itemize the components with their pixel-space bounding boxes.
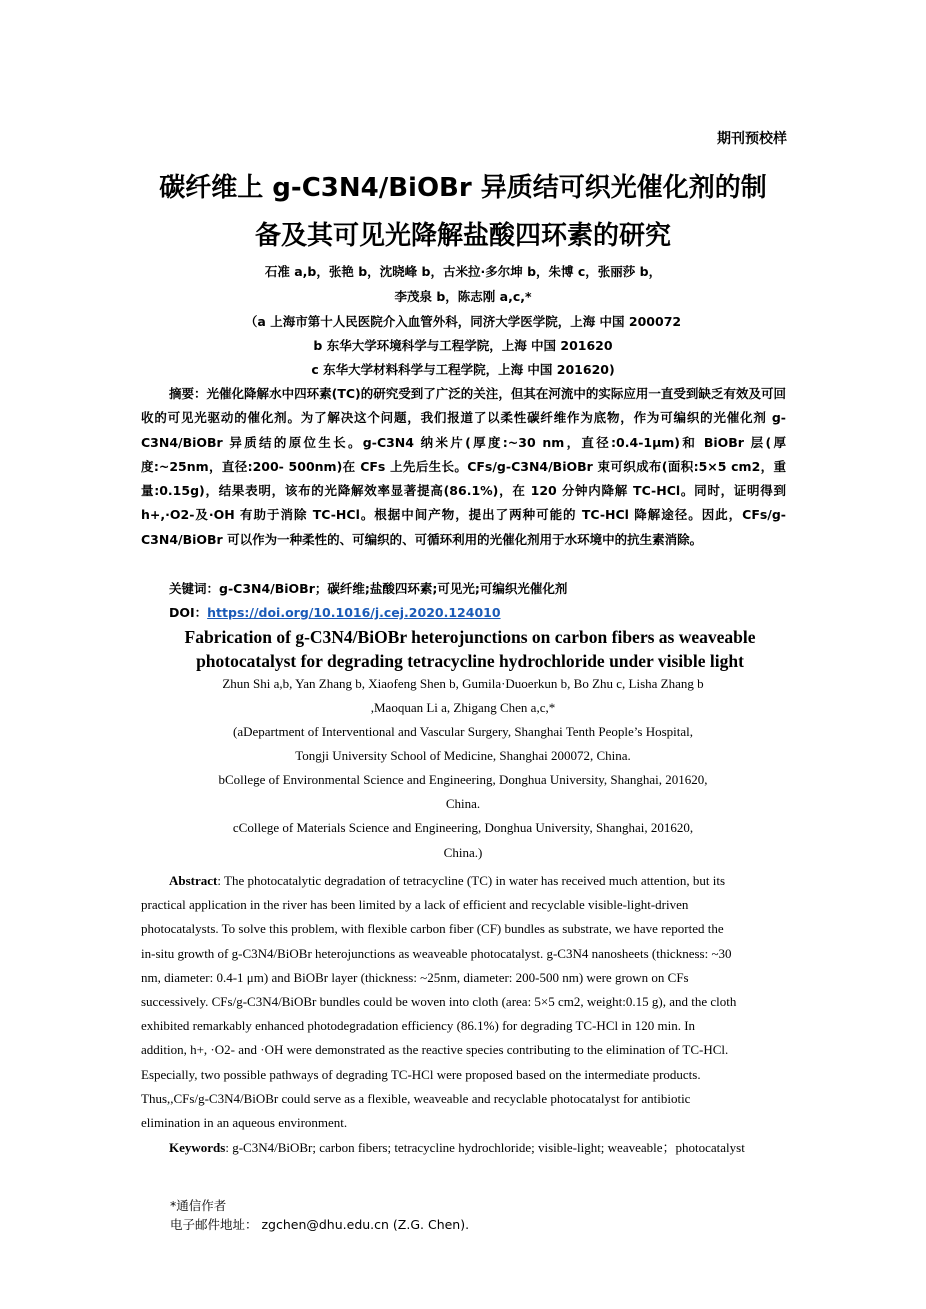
abstract-en-line: successively. CFs/g-C3N4/BiOBr bundles could be woven into cloth (area: 5×5 cm2, weight:0.15 g), and the cloth [141,994,737,1010]
affiliation-cn-b: b 东华大学环境科学与工程学院，上海 中国 201620 [313,338,613,353]
abstract-en-line: elimination in an aqueous environment. [141,1115,348,1131]
proof-tag: 期刊预校样 [717,131,787,147]
title-cn-line1: 碳纤维上 g-C3N4/BiOBr 异质结可织光催化剂的制 [159,173,767,203]
affiliation-cn-c: c 东华大学材料科学与工程学院，上海 中国 201620) [311,362,615,377]
abstract-cn-text: 光催化降解水中四环素(TC)的研究受到了广泛的关注，但其在河流中的实际应用一直受到缺乏有效及可回收的可见光驱动的催化剂。为了解决这个问题，我们报道了以柔性碳纤维作为底物，作为可编织的光催化剂 g-C3N4/BiOBr 异质结的原位生长。g-C3N4 纳米片(厚度:~30 nm，直径:0.4-1μm)和 BiOBr 层(厚度:~25nm，直径:200- 500nm)在 CFs 上先后生长。CFs/g-C3N4/BiOBr 束可织成布(面积:5×5 cm2，重量:0.15g)，结果表明，该布的光降解效率显著提高(86.1%)，在 120 分钟内降解 TC-HCl。同时，证明得到 h+,·O2-及·OH 有助于消除 TC-HCl。根据中间产物，提出了两种可能的 TC-HCl 降解途径。因此，CFs/g-C3N4/BiOBr 可以作为一种柔性的、可编织的、可循环利用的光催化剂用于水环境中的抗生素消除。 [141,386,786,547]
keywords-en-label: Keywords [169,1140,226,1155]
authors-en-line1: Zhun Shi a,b, Yan Zhang b, Xiaofeng Shen b, Gumila·Duoerkun b, Bo Zhu c, Lisha Zhang b [222,676,704,691]
affiliation-en-b2: China. [445,796,481,811]
authors-cn-line2: 李茂泉 b，陈志刚 a,c,* [394,289,532,304]
doi [169,603,501,621]
affiliation-cn-a: （a 上海市第十人民医院介入血管外科，同济大学医学院，上海 中国 200072 [244,314,682,329]
affiliation-en-c1: cCollege of Materials Science and Engineering, Donghua University, Shanghai, 201620, [232,820,694,835]
authors-cn-line1: 石准 a,b，张艳 b，沈晓峰 b，古米拉·多尔坤 b，朱博 c，张丽莎 b， [264,264,662,279]
keywords-cn [169,579,567,597]
abstract-en-line: exhibited remarkably enhanced photodegradation efficiency (86.1%) for degrading TC-HCl in 120 min. In [141,1018,696,1034]
abstract-en-line: addition, h+, ·O2- and ·OH were demonstrated as the reactive species contributing to the elimination of TC-HCl. [141,1042,729,1058]
authors-en-line2: ,Maoquan Li a, Zhigang Chen a,c,* [370,700,556,715]
abstract-cn [141,382,786,552]
affiliation-en-b1: bCollege of Environmental Science and Engineering, Donghua University, Shanghai, 201620, [218,772,708,787]
abstract-en-line: Especially, two possible pathways of degrading TC-HCl were proposed based on the intermediate products. [141,1066,701,1082]
title-en-line2: photocatalyst for degrading tetracycline hydrochloride under visible light [196,651,744,671]
keywords-en-text: : g-C3N4/BiOBr; carbon fibers; tetracycline hydrochloride; visible-light; weaveable；photocatalyst [225,1140,745,1155]
abstract-en-line: : The photocatalytic degradation of tetracycline (TC) in water has received much attention, but its [217,873,726,888]
footnote [170,1196,469,1234]
title-en-line1: Fabrication of g-C3N4/BiOBr heterojunctions on carbon fibers as weaveable [184,627,756,647]
title-cn-line2: 备及其可见光降解盐酸四环素的研究 [254,221,671,251]
affiliation-en-c2: China.) [443,845,483,860]
abstract-en-line: nm, diameter: 0.4-1 μm) and BiOBr layer (thickness: ~25nm, diameter: 200-500 nm) were grown on CFs [141,969,689,985]
abstract-en-line: Thus,,CFs/g-C3N4/BiOBr could serve as a flexible, weaveable and recyclable photocatalyst for antibiotic [141,1090,691,1106]
affiliation-en-a2: Tongji University School of Medicine, Shanghai 200072, China. [295,748,631,763]
abstract-en [141,869,786,1135]
footnote-email: 电子邮件地址： zgchen@dhu.edu.cn (Z.G. Chen). [170,1217,470,1232]
keywords-en [169,1137,745,1156]
abstract-en-line: photocatalysts. To solve this problem, with flexible carbon fiber (CF) bundles as substrate, we have reported the [141,921,724,937]
doi-link[interactable]: https://doi.org/10.1016/j.cej.2020.124010 [207,605,501,620]
keywords-cn-label: 关键词： [169,581,220,596]
footnote-corresponding: *通信作者 [170,1198,227,1213]
abstract-en-line: practical application in the river has been limited by a lack of efficient and recyclable visible-light-driven [141,897,689,913]
abstract-en-line: in-situ growth of g-C3N4/BiOBr heterojunctions as weaveable photocatalyst. g-C3N4 nanosheets (thickness: ~30 [141,945,732,961]
doi-label: DOI： [169,605,208,620]
affiliation-en-a1: (aDepartment of Interventional and Vascular Surgery, Shanghai Tenth People’s Hospital, [233,724,693,739]
title-en [150,625,790,673]
keywords-cn-text: g-C3N4/BiOBr；碳纤维;盐酸四环素;可见光;可编织光催化剂 [219,581,568,596]
abstract-cn-label: 摘要： [169,386,207,401]
abstract-en-label: Abstract [169,873,218,888]
